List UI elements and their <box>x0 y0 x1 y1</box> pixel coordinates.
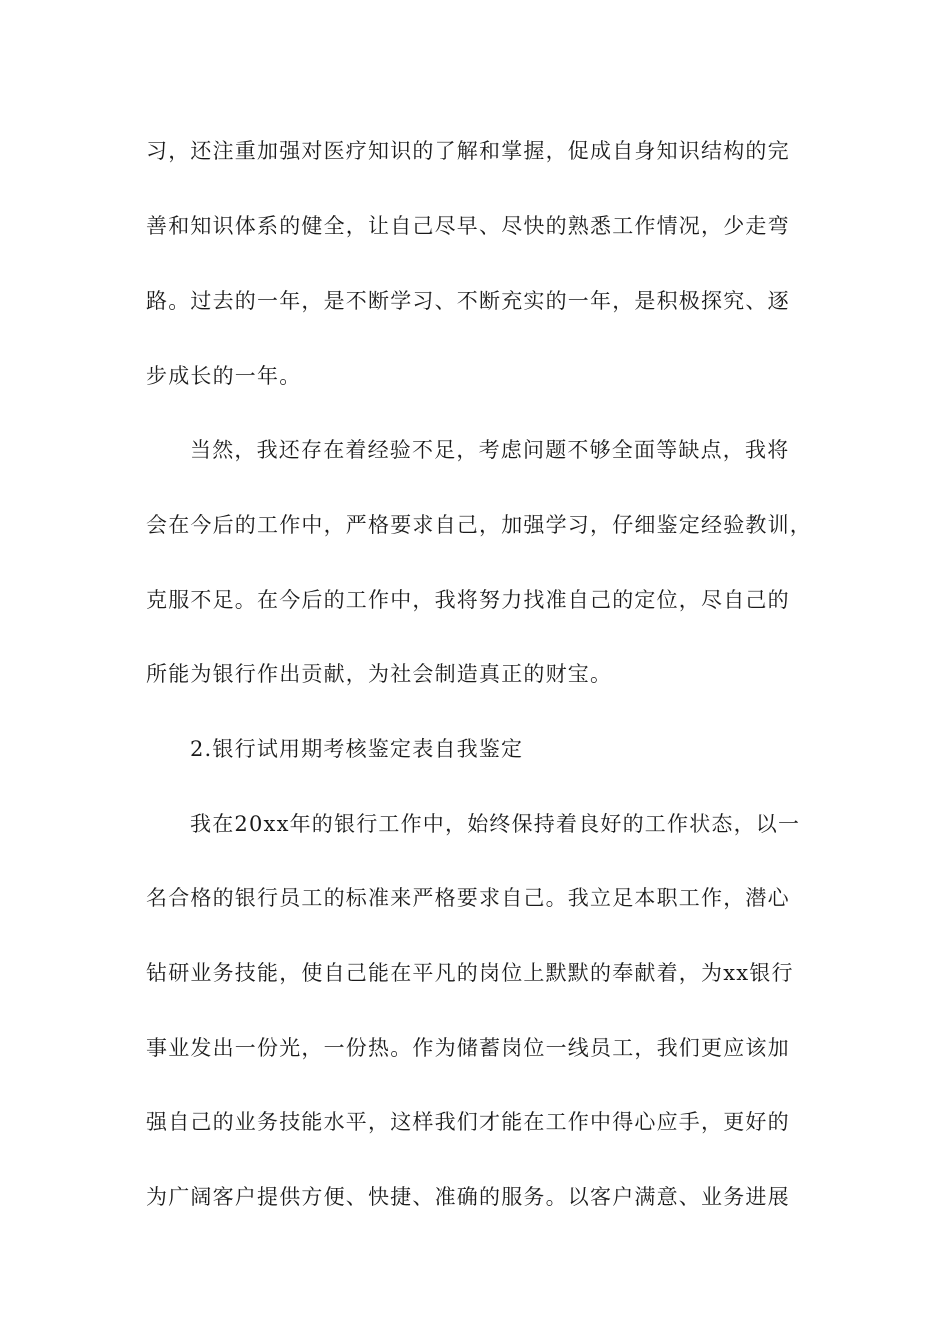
text-line: 步成长的一年。 <box>146 364 302 388</box>
text-line: 事业发出一份光，一份热。作为储蓄岗位一线员工，我们更应该加 <box>146 1036 790 1060</box>
text-line: 强自己的业务技能水平，这样我们才能在工作中得心应手，更好的 <box>146 1110 790 1134</box>
text-line: 习，还注重加强对医疗知识的了解和掌握，促成自身知识结构的完 <box>146 139 790 163</box>
text-line: 会在今后的工作中，严格要求自己，加强学习，仔细鉴定经验教训， <box>146 513 812 537</box>
text-line: 钻研业务技能，使自己能在平凡的岗位上默默的奉献着，为xx银行 <box>146 961 794 985</box>
text-line: 当然，我还存在着经验不足，考虑问题不够全面等缺点，我将 <box>190 438 790 462</box>
text-line: 我在20xx年的银行工作中，始终保持着良好的工作状态，以一 <box>190 812 801 836</box>
text-line: 克服不足。在今后的工作中，我将努力找准自己的定位，尽自己的 <box>146 588 790 612</box>
text-line: 路。过去的一年，是不断学习、不断充实的一年，是积极探究、逐 <box>146 289 790 313</box>
text-line: 善和知识体系的健全，让自己尽早、尽快的熟悉工作情况，少走弯 <box>146 214 790 238</box>
text-line: 为广阔客户提供方便、快捷、准确的服务。以客户满意、业务进展 <box>146 1185 790 1209</box>
text-line: 所能为银行作出贡献，为社会制造真正的财宝。 <box>146 662 613 686</box>
section-heading: 2.银行试用期考核鉴定表自我鉴定 <box>190 737 524 761</box>
text-line: 名合格的银行员工的标准来严格要求自己。我立足本职工作，潜心 <box>146 886 790 910</box>
